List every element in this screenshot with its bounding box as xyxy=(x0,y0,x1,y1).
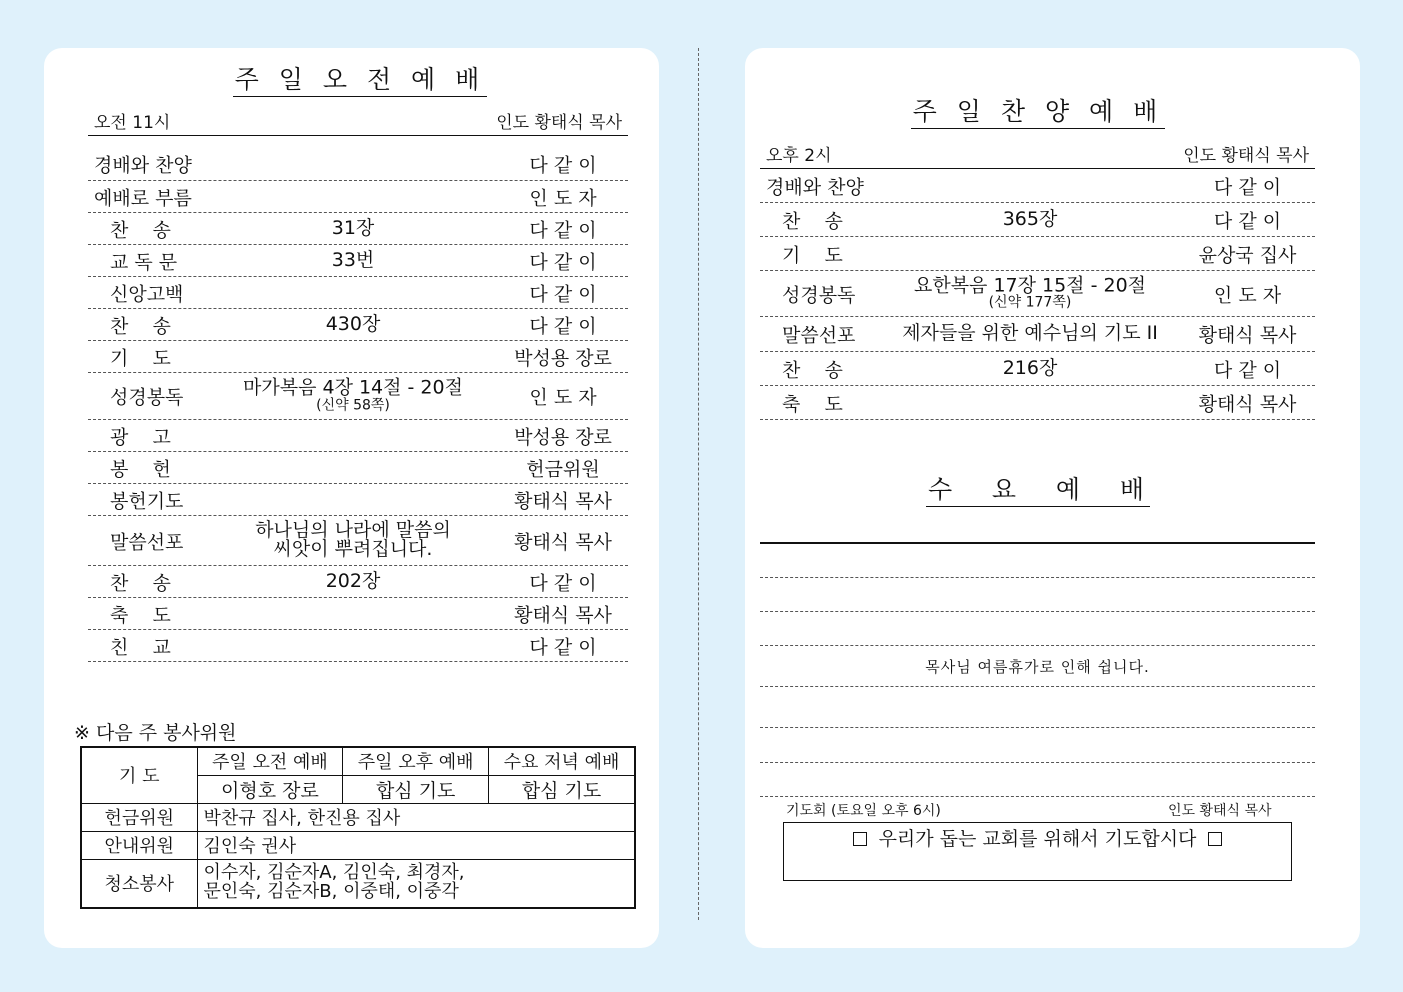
morning-order-list xyxy=(88,148,628,662)
order-item: 경배와 찬양 xyxy=(766,176,864,198)
order-detail xyxy=(218,376,488,414)
order-row xyxy=(88,213,628,245)
order-item: 친 교 xyxy=(110,636,171,658)
order-detail-text: 365장 xyxy=(1002,207,1058,230)
order-row xyxy=(760,352,1315,386)
wednesday-rule xyxy=(760,542,1315,544)
order-person: 다 같 이 xyxy=(529,315,597,337)
order-row xyxy=(760,169,1315,203)
order-person: 황태식 목사 xyxy=(514,531,612,553)
order-detail xyxy=(890,207,1170,230)
afternoon-time: 오후 2시 xyxy=(766,146,832,166)
order-detail-text: 마가복음 4장 14절 - 20절 xyxy=(243,376,463,399)
wednesday-line-7 xyxy=(760,796,1315,797)
order-row xyxy=(88,148,628,181)
order-row xyxy=(88,373,628,420)
order-row xyxy=(88,277,628,309)
afternoon-title: 주 일 찬 양 예 배 xyxy=(838,92,1238,128)
order-item: 기 도 xyxy=(782,244,843,266)
order-detail-text: 제자들을 위한 예수님의 기도 II xyxy=(902,322,1158,345)
wednesday-line-1 xyxy=(760,577,1315,578)
wednesday-notice: 목사님 여름휴가로 인해 쉽니다. xyxy=(925,658,1150,676)
order-item: 봉헌기도 xyxy=(110,490,184,512)
order-person: 인 도 자 xyxy=(529,187,597,209)
order-item: 기 도 xyxy=(110,347,171,369)
order-row xyxy=(88,181,628,213)
order-detail xyxy=(218,312,488,335)
afternoon-header xyxy=(760,141,1315,169)
order-item: 봉 헌 xyxy=(110,458,171,480)
order-detail-text: 하나님의 나라에 말씀의 xyxy=(255,518,451,541)
vol-prayer-1: 이형호 장로 xyxy=(197,775,343,803)
vol-service-1: 주일 오전 예배 xyxy=(197,747,343,775)
order-item: 말씀선포 xyxy=(782,324,856,347)
order-detail-text: 430장 xyxy=(325,312,381,335)
order-person: 다 같 이 xyxy=(529,154,597,177)
order-row xyxy=(88,516,628,566)
vol-offering-people: 박찬규 집사, 한진용 집사 xyxy=(197,803,635,831)
order-person: 황태식 목사 xyxy=(1198,324,1297,347)
order-person: 다 같 이 xyxy=(1213,359,1282,381)
order-person: 헌금위원 xyxy=(526,458,600,480)
order-row xyxy=(88,245,628,277)
order-item: 예배로 부름 xyxy=(94,187,192,209)
order-person: 다 같 이 xyxy=(529,219,597,241)
vol-service-3: 수요 저녁 예배 xyxy=(489,747,635,775)
order-row xyxy=(88,598,628,630)
order-row xyxy=(760,203,1315,237)
order-person: 다 같 이 xyxy=(1213,210,1282,232)
checkbox-icon xyxy=(1208,832,1222,846)
order-person: 인 도 자 xyxy=(529,386,597,409)
vol-cleaning-line2: 문인숙, 김순자B, 이중태, 이중각 xyxy=(203,881,459,903)
prayer-slogan: 우리가 돕는 교회를 위해서 기도합시다 xyxy=(878,828,1197,850)
vol-offering-label: 헌금위원 xyxy=(81,803,197,831)
order-item: 광 고 xyxy=(110,426,171,448)
vol-prayer-label: 기 도 xyxy=(81,747,197,803)
order-row xyxy=(88,630,628,662)
order-person: 다 같 이 xyxy=(529,572,597,594)
order-row xyxy=(760,317,1315,352)
vol-prayer-3: 합심 기도 xyxy=(489,775,635,803)
order-detail-sub: (신약 58쪽) xyxy=(316,397,390,414)
order-detail xyxy=(890,276,1170,311)
prayer-meeting-leader: 인도 황태식 목사 xyxy=(1168,803,1272,819)
order-item: 경배와 찬양 xyxy=(94,154,192,177)
wednesday-line-5 xyxy=(760,727,1315,728)
order-row xyxy=(760,386,1315,420)
order-item: 찬 송 xyxy=(782,210,843,232)
order-row xyxy=(88,341,628,373)
order-person: 다 같 이 xyxy=(529,251,597,273)
afternoon-leader: 인도 황태식 목사 xyxy=(1183,146,1309,166)
order-person: 박성용 장로 xyxy=(514,347,612,369)
order-row xyxy=(88,420,628,452)
order-detail-text: 요한복음 17장 15절 - 20절 xyxy=(913,274,1147,297)
vol-cleaning-people xyxy=(197,859,635,908)
order-item: 찬 송 xyxy=(110,219,171,241)
order-item: 축 도 xyxy=(110,604,171,626)
order-detail xyxy=(890,356,1170,379)
order-person: 다 같 이 xyxy=(529,636,597,658)
order-person: 인 도 자 xyxy=(1213,284,1282,306)
wednesday-line-4 xyxy=(760,686,1315,687)
vol-service-2: 주일 오후 예배 xyxy=(343,747,489,775)
wednesday-line-2 xyxy=(760,611,1315,612)
wednesday-line-6 xyxy=(760,762,1315,763)
order-detail-text: 31장 xyxy=(331,216,375,239)
prayer-slogan-box xyxy=(783,822,1292,881)
morning-title: 주 일 오 전 예 배 xyxy=(160,60,560,96)
vol-usher-label: 안내위원 xyxy=(81,831,197,859)
order-item: 말씀선포 xyxy=(110,531,184,553)
order-detail xyxy=(218,569,488,592)
order-person: 박성용 장로 xyxy=(514,426,612,448)
wednesday-title: 수 요 예 배 xyxy=(838,470,1238,506)
order-row xyxy=(88,566,628,598)
order-row xyxy=(760,271,1315,317)
order-detail-text: 202장 xyxy=(325,569,381,592)
order-item: 성경봉독 xyxy=(110,386,184,409)
vol-cleaning-line1: 이수자, 김순자A, 김인숙, 최경자, xyxy=(203,862,465,884)
morning-header xyxy=(88,108,628,136)
order-detail xyxy=(218,248,488,271)
order-item: 찬 송 xyxy=(782,359,843,381)
order-detail xyxy=(218,216,488,239)
order-detail xyxy=(218,518,488,561)
order-item: 교 독 문 xyxy=(110,251,178,273)
order-row xyxy=(88,484,628,516)
afternoon-order-list xyxy=(760,169,1315,420)
prayer-meeting-label: 기도회 (토요일 오후 6시) xyxy=(786,803,941,819)
order-row xyxy=(88,309,628,341)
order-detail-sub: 씨앗이 뿌려집니다. xyxy=(273,538,433,561)
vol-prayer-2: 합심 기도 xyxy=(343,775,489,803)
wednesday-line-3 xyxy=(760,645,1315,646)
order-item: 성경봉독 xyxy=(782,284,856,306)
order-person: 다 같 이 xyxy=(1213,176,1282,198)
order-detail-text: 216장 xyxy=(1002,356,1058,379)
order-person: 윤상국 집사 xyxy=(1198,244,1297,266)
order-person: 다 같 이 xyxy=(529,283,597,305)
order-item: 신앙고백 xyxy=(110,283,184,305)
order-detail xyxy=(890,324,1170,344)
order-person: 황태식 목사 xyxy=(514,604,612,626)
order-detail-sub: (신약 177쪽) xyxy=(988,295,1072,312)
checkbox-icon xyxy=(853,832,867,846)
order-item: 축 도 xyxy=(782,393,843,415)
volunteers-heading: ※ 다음 주 봉사위원 xyxy=(74,722,237,744)
order-row xyxy=(88,452,628,484)
order-item: 찬 송 xyxy=(110,572,171,594)
order-row xyxy=(760,237,1315,271)
vol-cleaning-label: 청소봉사 xyxy=(81,859,197,908)
morning-leader: 인도 황태식 목사 xyxy=(496,113,622,133)
vol-usher-people: 김인숙 권사 xyxy=(197,831,635,859)
order-person: 황태식 목사 xyxy=(1198,393,1297,415)
volunteers-table xyxy=(80,746,636,909)
order-detail-text: 33번 xyxy=(331,248,375,271)
order-item: 찬 송 xyxy=(110,315,171,337)
fold-divider xyxy=(698,48,699,920)
order-person: 황태식 목사 xyxy=(514,490,612,512)
morning-time: 오전 11시 xyxy=(94,113,171,133)
